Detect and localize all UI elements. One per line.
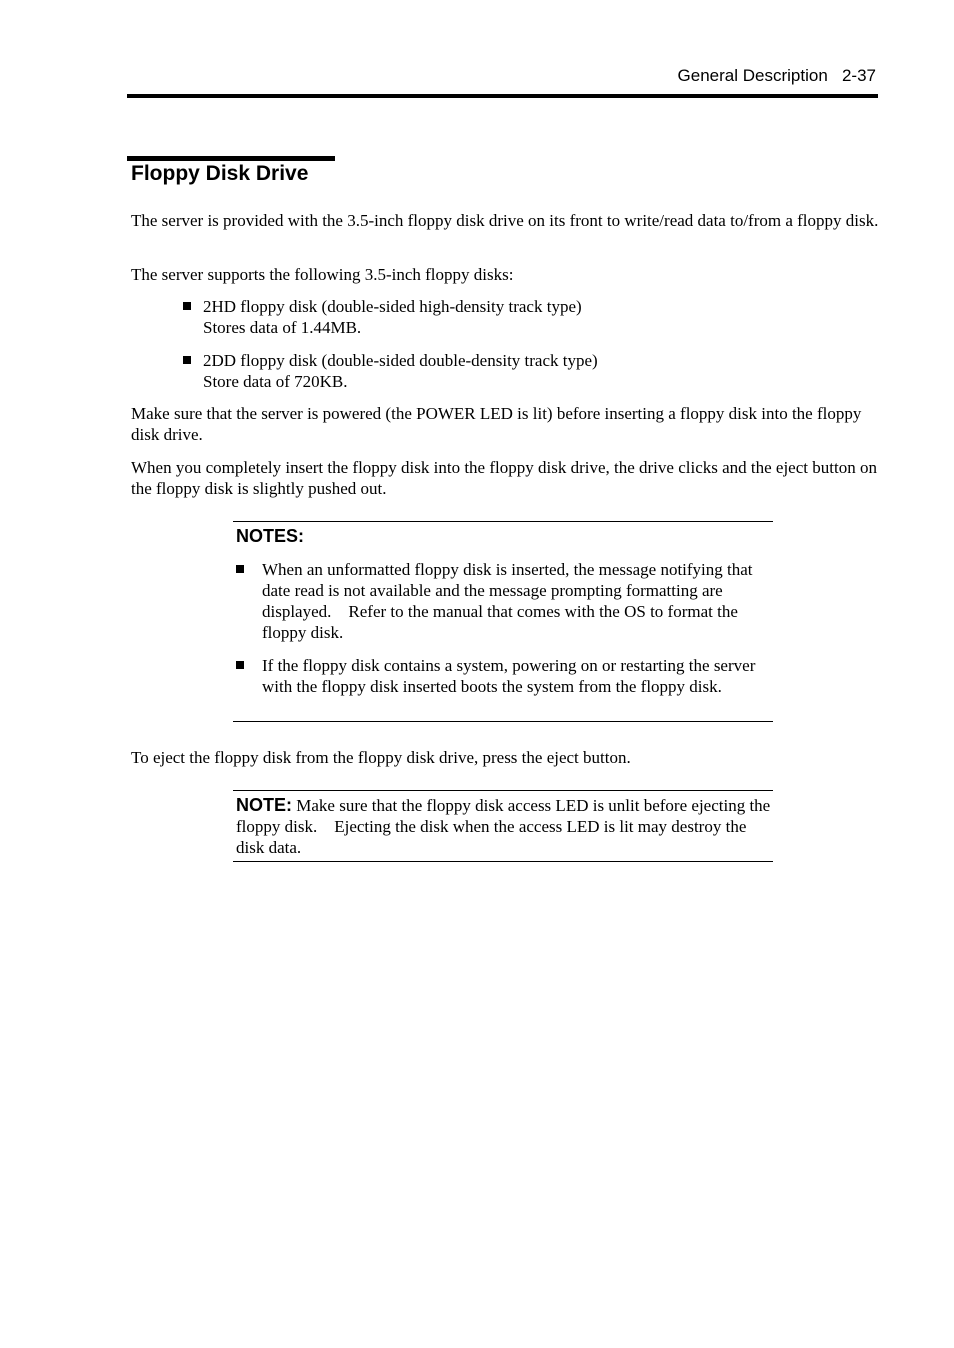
note-item-text: When an unformatted floppy disk is inserted, the message notifying that date read is not available and the message prompting formatting are displayed. Refer to the manual that comes with the OS to format the floppy disk. bbox=[262, 560, 753, 642]
supported-disks-paragraph: The server supports the following 3.5-inch floppy disks: bbox=[131, 265, 514, 284]
list-item-line2: Store data of 720KB. bbox=[203, 372, 348, 391]
insert-paragraph: When you completely insert the floppy disk into the floppy disk drive, the drive clicks and the eject button on the floppy disk is slightly pushed out. bbox=[131, 458, 877, 498]
section-title: Floppy Disk Drive bbox=[131, 162, 309, 185]
note-label: NOTE: bbox=[236, 795, 292, 815]
note-content bbox=[236, 795, 771, 858]
square-bullet-icon bbox=[236, 661, 244, 669]
header-page-number: 2-37 bbox=[841, 66, 876, 85]
eject-paragraph: To eject the floppy disk from the floppy disk drive, press the eject button. bbox=[131, 748, 631, 767]
running-header bbox=[678, 66, 876, 86]
header-section-name: General Description bbox=[677, 66, 828, 85]
note-item-text: If the floppy disk contains a system, powering on or restarting the server with the floppy disk inserted boots the system from the floppy disk. bbox=[262, 656, 756, 696]
list-item-line2: Stores data of 1.44MB. bbox=[203, 318, 362, 337]
section-title-bar bbox=[127, 156, 335, 161]
list-item-line1: 2HD floppy disk (double-sided high-density track type) bbox=[203, 297, 582, 316]
power-led-paragraph: Make sure that the server is powered (the POWER LED is lit) before inserting a floppy disk into the floppy disk drive. bbox=[131, 404, 862, 444]
square-bullet-icon bbox=[183, 302, 191, 310]
intro-paragraph: The server is provided with the 3.5-inch floppy disk drive on its front to write/read data to/from a floppy disk. bbox=[131, 211, 879, 230]
square-bullet-icon bbox=[183, 356, 191, 364]
list-item-line1: 2DD floppy disk (double-sided double-density track type) bbox=[203, 351, 598, 370]
notes-label: NOTES: bbox=[236, 526, 305, 546]
square-bullet-icon bbox=[236, 565, 244, 573]
header-rule bbox=[127, 94, 878, 98]
note-text: Make sure that the floppy disk access LED is unlit before ejecting the floppy disk. Ejecting the disk when the access LED is lit may destroy the disk data. bbox=[236, 796, 771, 857]
